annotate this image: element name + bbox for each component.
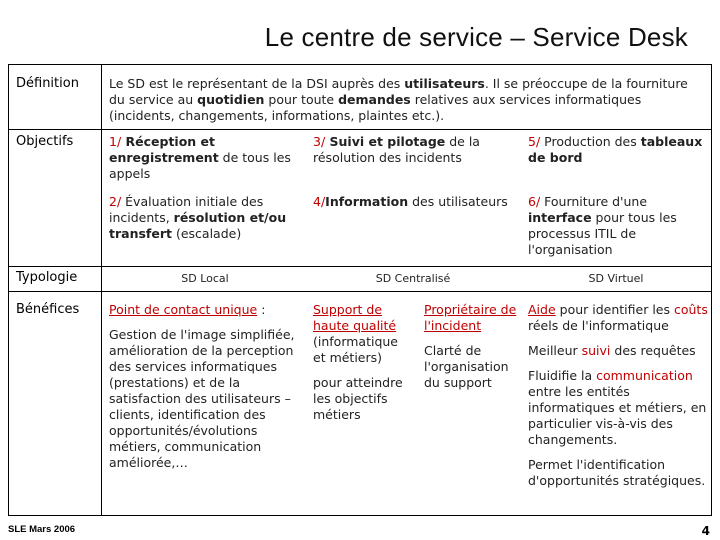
benefice-local: Point de contact unique : Gestion de l'image simplifiée, amélioration de la perception des services informatiques (prestations) et de la satisfaction des utilisateurs – clients, identification des opportunités/évolutions métiers, communication améliorée,… [109,302,295,470]
typologie-centralise: SD Centralisé [375,272,451,285]
objectif-5: 5/ Production des tableaux de bord [528,134,703,165]
footer-text: SLE Mars 2006 [8,524,76,535]
row-divider [8,291,712,292]
definition-label: Définition [16,76,79,91]
benefice-centralise-2: Propriétaire de l'incident Clarté de l'organisation du support [424,302,517,390]
row-divider [8,129,712,130]
objectif-6: 6/ Fourniture d'une interface pour tous les processus ITIL de l'organisation [528,194,677,257]
objectif-2: 2/ Évaluation initiale des incidents, résolution et/ou transfert (escalade) [109,194,287,241]
benefices-label: Bénéfices [16,302,80,317]
objectif-4: 4/Information des utilisateurs [313,194,508,209]
benefice-virtuel: Aide pour identifier les coûts réels de l'informatique Meilleur suivi des requêtes Fluidifie la communication entre les entités informatiques et métiers, en particulier vis-à-vis des changements. Permet l'identification d'opportunités stratégiques. [528,302,708,488]
objectifs-label: Objectifs [16,134,74,149]
objectif-1: 1/ Réception et enregistrement de tous les appels [109,134,291,181]
objectif-3: 3/ Suivi et pilotage de la résolution des incidents [313,134,480,165]
definition-text: Le SD est le représentant de la DSI auprès des utilisateurs. Il se préoccupe de la fourniture du service au quotidien pour toute demandes relatives aux services informatiques (incidents, changements, informations, plaintes etc.). [109,76,688,123]
typologie-virtuel: SD Virtuel [588,272,644,285]
typologie-local: SD Local [181,272,229,285]
page-number: 4 [701,524,710,538]
column-divider [101,64,102,516]
typologie-label: Typologie [16,270,78,285]
slide-title: Le centre de service – Service Desk [264,22,688,52]
benefice-centralise-1: Support de haute qualité (informatique et métiers) pour atteindre les objectifs métiers [313,302,403,422]
row-divider [8,266,712,267]
